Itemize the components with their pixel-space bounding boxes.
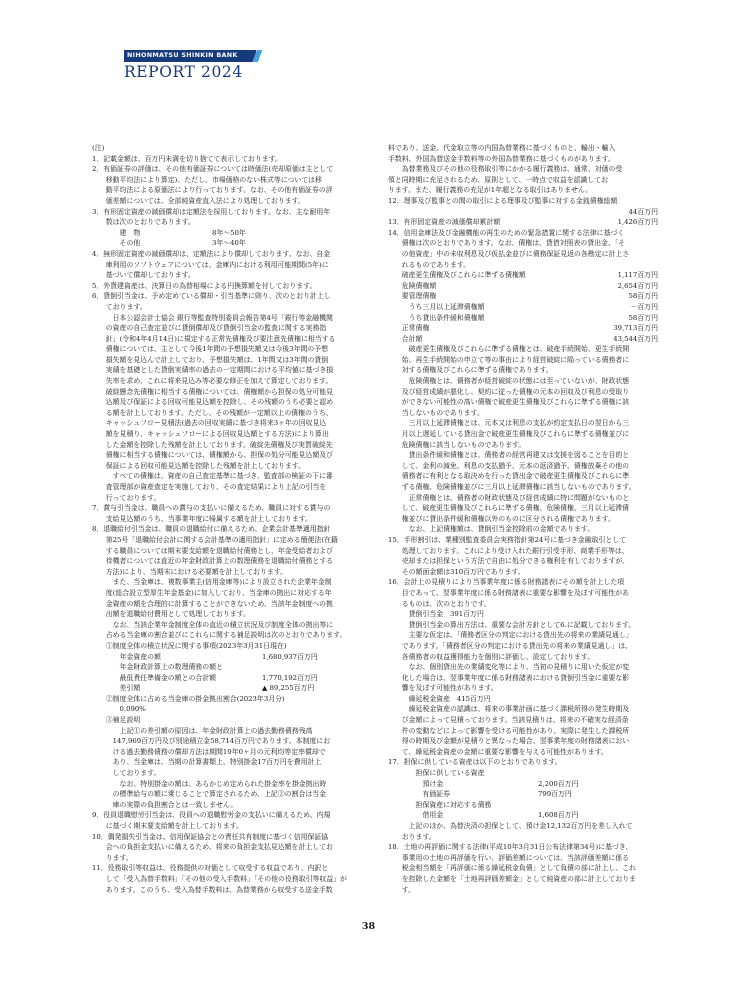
note-line: して「受入為替手数料」「その他の受入手数料」「その他の役務取引等収益」が [92, 874, 347, 883]
note-line: ③補足説明 [92, 716, 141, 725]
note-line: 数は次のとおりであります。 [92, 218, 195, 227]
note-line: 化した場合は、翌事業年度に係る財務諸表における貸倒引当金に重要な影 [388, 673, 630, 682]
note-line: あり、当金庫は、当期の計算書類上、特別掛金17百万円を費用計上 [92, 758, 322, 767]
note-line: 領と同時期に充足されるため、原則として、一時点で収益を認識してお [388, 175, 609, 184]
note-line: 破産更生債権及びこれらに準ずる債権とは、破産手続開始、更生手続開 [388, 345, 630, 354]
note-value-row [92, 673, 350, 684]
note-line: 貸出条件緩和債権とは、債務者の経営再建又は支援を図ることを目的と [388, 451, 630, 460]
note-line: する職員については期末要支給額を退職給付債務とし、年金受給者および [92, 546, 334, 555]
note-line: 1．記載金額は、百万円未満を切り捨てて表示しております。 [92, 154, 282, 163]
page-number: 38 [361, 921, 376, 932]
note-value-row [388, 207, 658, 218]
notes-left-column [92, 143, 350, 895]
note-line: 7．賞与引当金は、職員への賞与の支払いに備えるため、職員に対する賞与の [92, 504, 331, 513]
note-line: 件の変動などによって影響を受ける可能性があり、実際に発生した課税所 [388, 726, 630, 735]
row-label: 要管理債権 [388, 292, 437, 301]
note-line: 込額及び保証による回収可能見込額を控除し、その残額のうち必要と認め [92, 398, 334, 407]
row-value: 799百万円 [538, 790, 572, 799]
note-value-row [92, 683, 350, 694]
note-value-row [388, 810, 658, 821]
note-line: 会への負担金支払いに備えるため、将来の負担金支払見込額を計上してお [92, 843, 333, 852]
note-line: して、金利の減免、利息の支払猶予、元本の返済猶予、債権放棄その他の [388, 461, 630, 470]
note-line: 15．手形割引は、業種別監査委員会実務指針第24号に基づき金融取引として [388, 535, 627, 544]
note-line: 月以上遅延している貸出金で破産更生債権及びこれらに準ずる債権並びに [388, 430, 630, 439]
row-value: ▲ 89,255百万円 [262, 684, 315, 693]
row-label: 有価証券 [388, 790, 451, 799]
note-line: の標準給与の額に乗じることで算定されるため、上記②の割合は当金 [92, 790, 327, 799]
note-line: おります。 [388, 832, 436, 841]
note-line: 当しないものであります。 [388, 408, 484, 417]
note-line: 繰延税金資産の認識は、将来の事業計画に基づく課税所得の発生時期及 [388, 705, 630, 714]
note-line: 14．信用金庫法及び金融機能の再生のための緊急措置に関する法律に基づく [388, 228, 625, 237]
note-line: また、当金庫は、複数事業主(信用金庫等)により設立された企業年金制 [92, 578, 332, 587]
note-line: 正常債権とは、債務者の財政状態及び経営成績に特に問題がないものと [388, 493, 630, 502]
row-label: 最低責任準備金の額との合計額 [92, 673, 217, 682]
note-line: 3．有形固定資産の減価償却は定額法を採用しております。なお、主な耐用年 [92, 207, 331, 216]
note-value-row [388, 217, 658, 228]
note-line: 147,969百万円及び別途積立金58,714百万円であります。本制度にお [92, 737, 331, 746]
note-line: て、繰延税金資産の金額に重要な影響を与える可能性があります。 [388, 747, 608, 756]
note-line: 査管理部が資産査定を実施しており、その査定結果により上記の引当を [92, 483, 327, 491]
note-line: 5．外貨建資産は、決算日の為替相場による円換算額を付しております。 [92, 281, 317, 290]
note-value-row [388, 313, 658, 324]
note-line: 行っております。 [92, 493, 161, 502]
row-value: 1,117百万円 [617, 271, 658, 280]
row-label: 建 物 [92, 228, 141, 237]
note-line: 出額を退職給付費用として処理しております。 [92, 610, 250, 619]
note-value-row [92, 238, 350, 249]
note-line: 18．土地の再評価に関する法律(平成10年3月31日公布法律第34号)に基づき、 [388, 843, 633, 852]
note-line: 上記①の差引額の原因は、年金財政計算上の過去勤務債務残高 [92, 726, 313, 735]
note-line: なお、特別掛金の額は、あらかじめ定められた掛金率を掛金拠出時 [92, 779, 327, 788]
note-line: 上記のほか、為替決済の担保として、預け金12,132百万円を差し入れて [388, 822, 633, 830]
row-value: 1,770,192百万円 [262, 673, 318, 682]
row-label: 借用金 [388, 811, 444, 820]
row-value: －百万円 [630, 302, 658, 311]
note-line: る額を計上しております。ただし、その残額が一定額以上の債権のうち、 [92, 408, 333, 417]
row-value: 58百万円 [628, 292, 658, 301]
note-line: その額面金額は310百万円であります。 [388, 567, 525, 576]
note-value-row [388, 281, 658, 292]
note-line: 金資産の額を合理的に計算することができないため、当該年金制度への拠 [92, 599, 333, 608]
note-line: 目であって、翌事業年度に係る財務諸表に重要な影響を及ぼす可能性があ [388, 588, 629, 597]
note-line: 日本公認会計士協会 銀行等監査特別委員会報告第4号「銀行等金融機関 [92, 313, 333, 322]
note-value-row [388, 779, 658, 790]
note-line: 方法)により、当期末における必要額を計上しております。 [92, 567, 288, 576]
note-line: るものは、次のとおりです。 [388, 599, 491, 608]
note-value-row [388, 334, 658, 345]
row-value: 39,713百万円 [613, 324, 658, 333]
row-value: 8年～50年 [212, 228, 246, 237]
row-value: 1,608百万円 [538, 811, 579, 820]
note-line: び金額によって見積っております。当該見積りは、将来の不確実な経済条 [388, 716, 629, 725]
note-line: 貸倒引当金 391百万円 [388, 610, 484, 619]
note-line: 額を見積り、キャッシュフローによる回収見込額とする方法)により算出 [92, 430, 329, 439]
note-line: キャッシュフロー見積法(過去の回収実績に基づき将来3ヶ年の回収見込 [92, 419, 327, 428]
row-label: 13．有形固定資産の減価償却累計額 [388, 218, 501, 227]
note-line: ります。 [92, 853, 133, 862]
row-label: 合計額 [388, 334, 423, 343]
note-line: 4．無形固定資産の減価償却は、定額法により償却しております。なお、自金 [92, 249, 331, 258]
note-line: なお、個別貸出先の業績変化等により、当初の見積りに用いた仮定が変 [388, 663, 630, 672]
note-line: 2．有価証券の評価は、その他有価証券については時価法(売却原価は主として [92, 165, 334, 174]
note-line: 貸倒引当金の算出方法は、重要な会計方針として6.に記載しております。 [388, 620, 636, 629]
note-line: ける過去勤務債務の償却方法は期間19年0ヶ月の元利均等定率償却で [92, 747, 326, 756]
row-label: 危険債権額 [388, 281, 437, 290]
note-line: 対する債権及びこれらに準ずる債権であります。 [388, 366, 553, 375]
note-line: に基づく期末要支給額を計上しております。 [92, 822, 244, 830]
note-line: 料であり、送金、代金取立等の内国為替業務に基づくものと、輸出・輸入 [388, 144, 616, 152]
note-line: 11．役務取引等収益は、役務提供の対価として収受する収益であり、内訳と [92, 864, 329, 873]
row-value: 1,680,937百万円 [262, 652, 318, 661]
note-line: 三月以上延滞債権とは、元本又は利息の支払が約定支払日の翌日から三 [388, 419, 630, 428]
note-line: 保証による回収可能見込額を控除した残額を計上しております。 [92, 461, 306, 470]
note-value-row [388, 291, 658, 302]
note-line: 繰延税金資産 415百万円 [388, 694, 491, 703]
note-line: 動平均法による原価法により行っております。なお、その他有価証券の評 [92, 186, 333, 195]
note-line: ております。 [92, 302, 147, 311]
note-line: 8．退職給付引当金は、職員の退職給付に備えるため、企業会計基準適用指針 [92, 525, 331, 534]
note-line: しております。 [92, 769, 161, 778]
note-line: 移動平均法により算定)、ただし、市場価格のない株式等については移 [92, 175, 322, 184]
note-line: (注) [92, 144, 105, 152]
row-value: 3年～40年 [212, 239, 246, 248]
note-line: 得の時期及び金額が見積りと異なった場合、翌事業年度の財務諸表におい [388, 737, 630, 746]
note-line: 価差額については、全部純資産直入法により処理しております。 [92, 196, 305, 205]
note-line: 9．役員退職慰労引当金は、役員への退職慰労金の支払いに備えるため、内規 [92, 811, 331, 820]
report-title: REPORT 2024 [124, 63, 243, 81]
note-line: 年金財政計算上の数理債務の額と [92, 663, 223, 672]
note-line: 庫利用のソフトウェアについては、金庫内における利用可能期間(5年)に [92, 260, 329, 269]
note-line: して、破産更生債権及びこれらに準ずる債権、危険債権、三月以上延滞債 [388, 504, 630, 513]
note-line: 0.090% [92, 705, 146, 714]
note-line: 10．偶発損失引当金は、信用保証協会との責任共有制度に基づく信用保証協 [92, 832, 329, 841]
note-line: 各債務者の収益獲得能力を個別に評価し、設定しております。 [388, 652, 595, 661]
row-label: その他 [92, 239, 141, 248]
note-line: 為替業務及びその他の役務取引等にかかる履行義務は、通常、対価の受 [388, 165, 623, 174]
note-line: 6．貸倒引当金は、予め定めている償却・引当基準に則り、次のとおり計上し [92, 292, 331, 301]
note-line: 損失額を見込んで計上しており、予想損失額は、1年間又は3年間の貸倒 [92, 355, 329, 364]
note-line: 債務者に有利となる取決めを行った貸出金で破産更生債権及びこれらに準 [388, 472, 630, 481]
report-header [124, 50, 269, 88]
note-line: 始、再生手続開始の申立て等の事由により経営破綻に陥っている債務者に [388, 355, 630, 364]
note-line: 破綻懸念先債権に相当する債権については、債権額から担保の処分可能見 [92, 387, 334, 396]
note-line: であります。「債務者区分の判定における貸出先の将来の業績見通し」は、 [388, 641, 633, 650]
notes-right-column [388, 143, 658, 895]
note-line: ずる債権、危険債権並びに三月以上延滞債権に該当しないものであります。 [388, 483, 636, 491]
note-line: 占める当金庫の割合並びにこれらに関する補足説明は次のとおりであります。 [92, 631, 347, 640]
note-line: 担保に供している資産 [388, 769, 485, 778]
note-line: すべての債権は、資産の自己査定基準に基づき、監査部の検証の下に審 [92, 472, 333, 481]
row-label: 正常債権 [388, 324, 430, 333]
note-line: 売却または担保という方法で自由に処分できる権利を有しておりますが、 [388, 557, 630, 566]
note-line: 税金相当額を「再評価に係る繰延税金負債」として負債の部に計上し、これ [388, 864, 637, 873]
note-line: 債権は次のとおりであります。なお、債権は、貸借対照表の貸出金、「そ [388, 239, 626, 248]
bank-name: NIHONMATSU SHINKIN BANK [127, 51, 238, 59]
note-line: 支給見込額のうち、当事業年度に帰属する額を計上しております。 [92, 514, 312, 523]
note-line: ②制度全体に占める当金庫の掛金拠出割合(2023年3月分) [92, 694, 285, 703]
note-line: 事業用の土地の再評価を行い、評価差額については、当該評価差額に係る [388, 853, 630, 862]
note-line: 12．理事及び監事との間の取引による理事及び監事に対する金銭債権総額 [388, 196, 618, 205]
note-line: 実績を基礎とした貸倒実績率の過去の一定期間における平均値に基づき損 [92, 366, 334, 375]
note-line: の他資産」中の未収利息及び仮払金並びに債務保証見返の各勘定に計上さ [388, 249, 630, 258]
note-line: した金額を控除した残額を計上しております。破綻先債権及び実質破綻先 [92, 440, 333, 449]
note-line: なお、当該企業年金制度全体の直近の積立状況及び制度全体の拠出等に [92, 620, 334, 629]
note-line: 16．会計上の見積りにより当事業年度に係る財務諸表にその額を計上した項 [388, 578, 625, 587]
note-line: の資産の自己査定並びに貸倒償却及び貸倒引当金の監査に関する実務指 [92, 324, 327, 333]
row-label: うち貸出条件緩和債権額 [388, 313, 485, 322]
note-line: 危険債権に該当しないものであります。 [388, 440, 526, 449]
note-line: 処理しております。これにより受け入れた銀行引受手形、商業手形等は、 [388, 546, 629, 555]
note-value-row [388, 302, 658, 313]
row-label: 年金資産の額 [92, 652, 161, 661]
row-label: 差引額 [92, 684, 141, 693]
note-line: 権並びに貸出条件緩和債権以外のものに区分される債権であります。 [388, 514, 615, 523]
row-value: 1,426百万円 [617, 218, 658, 227]
note-line: 手数料、外国為替送金手数料等の外国為替業務に基づくものがあります。 [388, 154, 615, 163]
note-line: す。 [388, 885, 416, 894]
row-value: 44百万円 [628, 207, 658, 216]
note-line: 待機者については直近の年金財政計算上の数理債務を退職給付債務とする [92, 557, 334, 566]
header-accent-stripe [250, 50, 268, 62]
row-value: 43,544百万円 [613, 334, 658, 343]
note-line: 響を及ぼす可能性があります。 [388, 684, 498, 693]
note-line: 庫の実際の負担割合とは一致しません。 [92, 800, 238, 809]
note-line: れるものであります。 [388, 260, 471, 269]
note-line: を控除した金額を「土地再評価差額金」として純資産の部に計上しておりま [388, 874, 637, 883]
note-line: 第25号「退職給付会計に関する会計基準の適用指針」に定める簡便法(在籍 [92, 535, 338, 544]
row-label: 破産更生債権及びこれらに準ずる債権額 [388, 271, 526, 280]
note-line: ①制度全体の積立状況に関する事項(2023年3月31日現在) [92, 641, 287, 650]
note-value-row [92, 652, 350, 663]
note-line: 及び経営成績が悪化し、契約に従った債権の元本の回収及び利息の受取り [388, 387, 630, 396]
note-value-row [92, 228, 350, 239]
note-line: 危険債権とは、債務者が経営破綻の状態には至っていないが、財政状態 [388, 377, 630, 386]
note-line: 担保資産に対応する債務 [388, 800, 492, 809]
note-value-row [388, 789, 658, 800]
note-line: 主要な仮定は、「債務者区分の判定における貸出先の将来の業績見通し」 [388, 631, 633, 640]
note-line: あります。このうち、受入為替手数料は、為替業務から収受する送金手数 [92, 885, 333, 894]
note-line: 度(総合設立型厚生年金基金)に加入しており、当金庫の拠出に対応する年 [92, 588, 332, 597]
note-line: なお、上記債権額は、貸倒引当金控除前の金額であります。 [388, 525, 595, 534]
row-label: うち三月以上延滞債権額 [388, 302, 485, 311]
note-value-row [388, 323, 658, 334]
note-line: 失率を求め、これに将来見込み等必要な修正を加えて算定しております。 [92, 377, 333, 386]
row-value: 2,200百万円 [538, 779, 579, 788]
note-line: 債権に相当する債権については、債権額から、担保の処分可能見込額及び [92, 451, 334, 460]
note-line: ができない可能性の高い債権で破産更生債権及びこれらに準ずる債権に該 [388, 398, 630, 407]
row-value: 2,654百万円 [617, 281, 658, 290]
note-value-row [388, 270, 658, 281]
note-line: ります。また、履行義務の充足が1年超となる取引はありません。 [388, 186, 593, 195]
note-line: 債権については、主として今後1年間の予想損失額又は今後3年間の予想 [92, 345, 329, 354]
row-label: 預け金 [388, 779, 444, 788]
note-line: 基づいて償却しております。 [92, 271, 195, 280]
note-line: 針」(令和4年4月14日)に規定する正常先債権及び要注意先債権に相当する [92, 334, 336, 343]
note-line: 17．担保に供している資産は以下のとおりであります。 [388, 758, 562, 767]
row-value: 58百万円 [628, 313, 658, 322]
